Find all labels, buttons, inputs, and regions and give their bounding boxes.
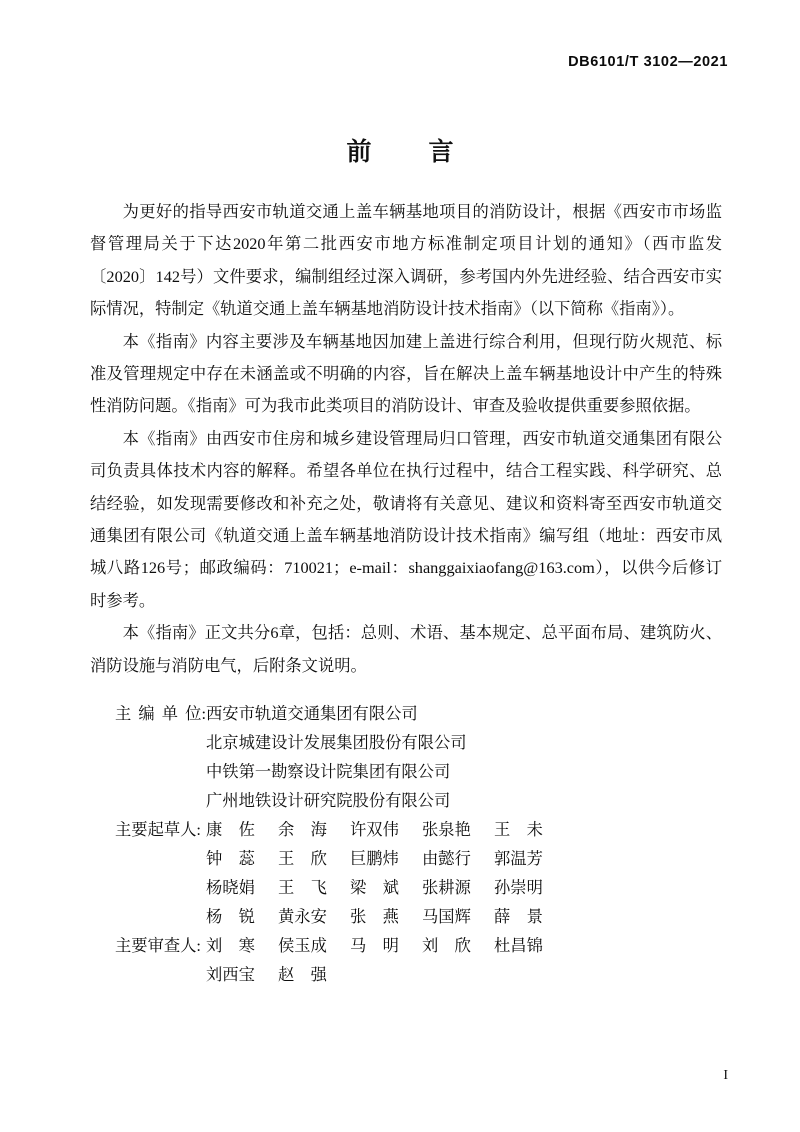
running-header-standard-number: DB6101/T 3102—2021 — [568, 54, 728, 70]
drafter-name: 张 燕 — [350, 907, 399, 927]
reviewer-name: 刘西宝 — [206, 965, 255, 985]
drafter-name: 钟 蕊 — [206, 849, 255, 869]
paragraph-2: 本《指南》内容主要涉及车辆基地因加建上盖进行综合利用，但现行防火规范、标准及管理规定中存在未涵盖或不明确的内容，旨在解决上盖车辆基地设计中产生的特殊性消防问题。《指南》可为我市此类项目的消防设计、审查及验收提供重要参照依据。 — [90, 331, 722, 416]
reviewer-name: 赵 强 — [278, 965, 327, 985]
credit-row-main-reviewers — [90, 931, 722, 960]
drafter-name: 杨晓娟 — [206, 878, 255, 898]
credit-label-char: 主 — [115, 704, 132, 724]
drafter-name: 马国辉 — [422, 907, 471, 927]
drafter-name: 薛 景 — [494, 907, 543, 927]
drafter-name: 杨 锐 — [206, 907, 255, 927]
credit-label-main-drafters: 主要起草人: — [115, 820, 201, 840]
credit-row-chief-editor-unit — [90, 757, 722, 786]
chief-editor-unit-name: 西安市轨道交通集团有限公司 — [206, 704, 418, 724]
credit-label-char: 位: — [185, 704, 206, 724]
reviewer-name: 杜昌锦 — [494, 936, 543, 956]
drafter-name-row — [206, 873, 722, 902]
credits-block — [90, 699, 722, 989]
reviewer-name-row — [206, 931, 722, 960]
drafter-name: 由懿行 — [422, 849, 471, 869]
credit-label-chief-editor-units — [90, 699, 206, 728]
reviewer-name: 马 明 — [350, 936, 399, 956]
drafter-name: 张泉艳 — [422, 820, 471, 840]
credit-row-main-drafters — [90, 815, 722, 844]
credit-label-char: 编 — [138, 704, 155, 724]
credit-row-main-drafters — [90, 844, 722, 873]
reviewer-name: 刘 寒 — [206, 936, 255, 956]
drafter-name: 梁 斌 — [350, 878, 399, 898]
credit-row-main-drafters — [90, 873, 722, 902]
credit-row-main-drafters — [90, 902, 722, 931]
credit-row-chief-editor-unit — [90, 699, 722, 728]
drafter-name-row — [206, 815, 722, 844]
drafter-name-row — [206, 902, 722, 931]
drafter-name: 黄永安 — [278, 907, 327, 927]
credit-label-main-reviewers: 主要审查人: — [115, 936, 201, 956]
document-body — [90, 196, 722, 989]
drafter-name: 巨鹏炜 — [350, 849, 399, 869]
drafter-name: 王 飞 — [278, 878, 327, 898]
page-title: 前 言 — [346, 138, 470, 166]
credit-row-main-reviewers — [90, 960, 722, 989]
paragraph-3: 本《指南》由西安市住房和城乡建设管理局归口管理，西安市轨道交通集团有限公司负责具体技术内容的解释。希望各单位在执行过程中，结合工程实践、科学研究、总结经验，如发现需要修改和补充之处，敬请将有关意见、建议和资料寄至西安市轨道交通集团有限公司《轨道交通上盖车辆基地消防设计技术指南》编写组（地址：西安市凤城八路126号；邮政编码：710021；e-mail：shanggaixiaofang@163.com），以供今后修订时参考。 — [90, 428, 722, 610]
drafter-name: 王 欣 — [278, 849, 327, 869]
reviewer-name: 侯玉成 — [278, 936, 327, 956]
chief-editor-unit-name: 广州地铁设计研究院股份有限公司 — [206, 791, 451, 811]
credit-row-chief-editor-unit — [90, 728, 722, 757]
paragraph-4: 本《指南》正文共分6章，包括：总则、术语、基本规定、总平面布局、建筑防火、消防设施与消防电气，后附条文说明。 — [90, 623, 722, 675]
credit-row-chief-editor-unit — [90, 786, 722, 815]
page-number: I — [723, 1068, 728, 1083]
drafter-name: 许双伟 — [350, 820, 399, 840]
paragraph-1: 为更好的指导西安市轨道交通上盖车辆基地项目的消防设计，根据《西安市市场监督管理局关于下达2020年第二批西安市地方标准制定项目计划的通知》（西市监发〔2020〕142号）文件要求，编制组经过深入调研，参考国内外先进经验、结合西安市实际情况，特制定《轨道交通上盖车辆基地消防设计技术指南》（以下简称《指南》）。 — [90, 202, 722, 319]
reviewer-name-row — [206, 960, 722, 989]
drafter-name: 孙崇明 — [494, 878, 543, 898]
drafter-name: 王 未 — [494, 820, 543, 840]
reviewer-name: 刘 欣 — [422, 936, 471, 956]
drafter-name: 康 佐 — [206, 820, 255, 840]
drafter-name-row — [206, 844, 722, 873]
drafter-name: 余 海 — [278, 820, 327, 840]
chief-editor-unit-name: 北京城建设计发展集团股份有限公司 — [206, 733, 467, 753]
drafter-name: 张耕源 — [422, 878, 471, 898]
credit-label-char: 单 — [161, 704, 179, 724]
drafter-name: 郭温芳 — [494, 849, 543, 869]
chief-editor-unit-name: 中铁第一勘察设计院集团有限公司 — [206, 762, 451, 782]
